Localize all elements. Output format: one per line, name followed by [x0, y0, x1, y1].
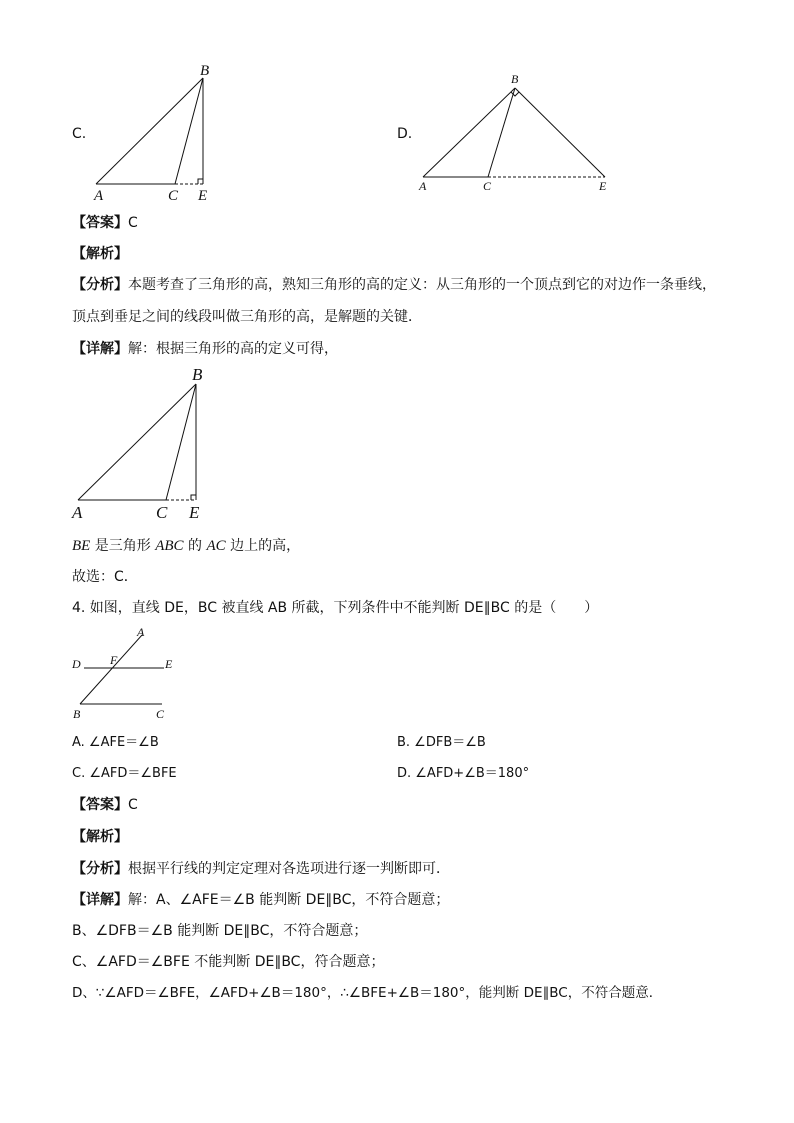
- q3-detail: [72, 340, 338, 358]
- right-angle-mark: [511, 92, 519, 96]
- label-b: B: [73, 707, 81, 721]
- q3-fenxi-line1: [72, 276, 716, 294]
- segment-ab: [78, 384, 196, 500]
- q4-detail-a: [72, 891, 449, 909]
- fenxi-tag: 【分析】: [72, 277, 128, 293]
- q4-option-b: B. ∠DFB＝∠B: [397, 735, 486, 750]
- label-a: A: [137, 625, 145, 639]
- conclusion-text-1: 是三角形: [90, 538, 156, 554]
- label-b: B: [200, 63, 210, 79]
- var-be: BE: [72, 538, 91, 554]
- option-c-triangle-figure: [90, 60, 220, 205]
- answer-value: C: [128, 797, 138, 813]
- label-b: B: [192, 365, 203, 384]
- q4-detail-d: D、∵∠AFD＝∠BFE，∠AFD+∠B＝180°，∴∠BFE+∠B＝180°，能判断 DE∥BC，不符合题意．: [72, 985, 663, 1001]
- label-e: E: [165, 657, 173, 671]
- q3-fenxi-line2: 顶点到垂足之间的线段叫做三角形的高，是解题的关键．: [72, 309, 422, 325]
- fenxi-text: 根据平行线的判定定理对各选项进行逐一判断即可．: [128, 861, 450, 877]
- label-b: B: [511, 72, 519, 86]
- segment-be: [515, 88, 605, 177]
- segment-bc: [166, 384, 196, 500]
- label-c: C: [168, 188, 179, 204]
- label-a: A: [72, 503, 83, 522]
- q4-detail-c: C、∠AFD＝∠BFE 不能判断 DE∥BC，符合题意；: [72, 954, 385, 970]
- label-c: C: [483, 179, 492, 193]
- detail-text-a: 解：A、∠AFE＝∠B 能判断 DE∥BC，不符合题意；: [128, 892, 450, 908]
- answer-tag: 【答案】: [72, 215, 128, 231]
- fenxi-tag: 【分析】: [72, 861, 128, 877]
- right-angle-mark: [198, 179, 203, 184]
- var-ac: AC: [206, 538, 226, 554]
- right-angle-mark: [191, 495, 196, 500]
- answer-value: C: [128, 215, 138, 231]
- label-e: E: [599, 179, 607, 193]
- segment-bc: [175, 78, 203, 184]
- var-abc: ABC: [155, 538, 184, 554]
- label-c: C: [156, 707, 165, 721]
- q3-answer: [72, 214, 138, 232]
- label-d: D: [72, 657, 81, 671]
- conclusion-text-3: 边上的高，: [225, 538, 301, 554]
- detail-tag: 【详解】: [72, 341, 128, 357]
- label-e: E: [189, 503, 200, 522]
- conclusion-text-2: 的: [183, 538, 207, 554]
- fenxi-text: 本题考查了三角形的高，熟知三角形的高的定义：从三角形的一个顶点到它的对边作一条垂线，: [128, 277, 716, 293]
- label-f: F: [110, 653, 118, 667]
- q3-choose: 故选：C．: [72, 569, 138, 585]
- q3-analysis-tag: 【解析】: [72, 246, 128, 262]
- q4-answer: [72, 796, 138, 814]
- option-c-label: C.: [72, 126, 87, 142]
- answer-tag: 【答案】: [72, 797, 128, 813]
- line-ab: [80, 635, 142, 704]
- option-d-triangle-figure: [415, 68, 615, 198]
- q4-detail-b: B、∠DFB＝∠B 能判断 DE∥BC，不符合题意；: [72, 923, 368, 939]
- q3-conclusion: [72, 537, 300, 555]
- q4-option-a: A. ∠AFE＝∠B: [72, 735, 159, 750]
- q4-parallel-lines-figure: [68, 624, 178, 724]
- q4-analysis-tag: 【解析】: [72, 829, 128, 845]
- label-a: A: [94, 188, 104, 204]
- detail-text: 解：根据三角形的高的定义可得，: [128, 341, 338, 357]
- q4-option-c: C. ∠AFD＝∠BFE: [72, 766, 177, 781]
- detail-tag: 【详解】: [72, 892, 128, 908]
- q3-solution-triangle-figure: [68, 362, 218, 527]
- q4-stem: 4. 如图，直线 DE，BC 被直线 AB 所截，下列条件中不能判断 DE∥BC 的是（ ）: [72, 600, 599, 616]
- label-c: C: [156, 503, 168, 522]
- option-d-label: D.: [397, 126, 413, 142]
- q4-option-d: D. ∠AFD+∠B＝180°: [397, 766, 530, 781]
- q4-fenxi: [72, 860, 450, 878]
- segment-ab: [96, 78, 203, 184]
- label-e: E: [198, 188, 208, 204]
- label-a: A: [419, 179, 427, 193]
